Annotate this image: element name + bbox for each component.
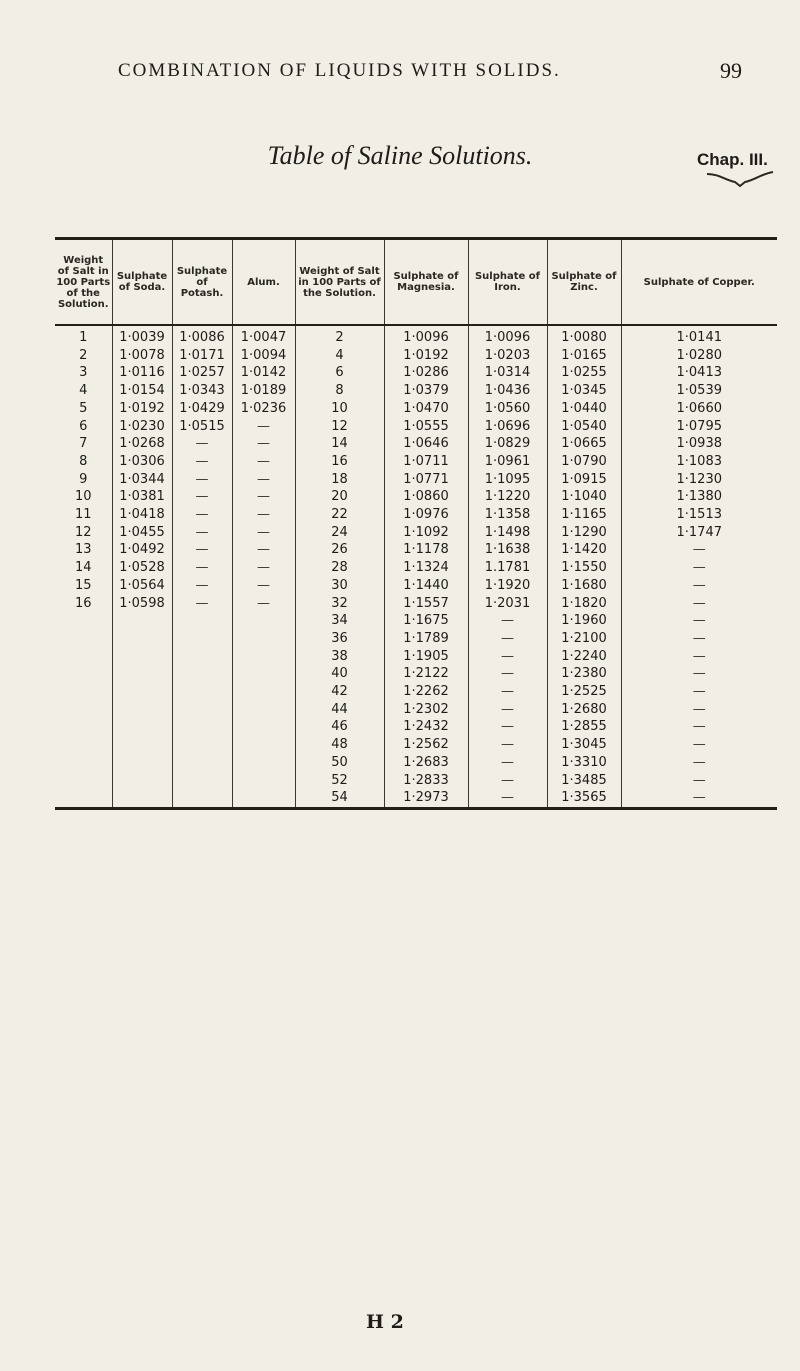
table-cell: 1·2380: [547, 665, 621, 683]
table-cell: 1·3045: [547, 736, 621, 754]
table-cell: —: [468, 630, 547, 648]
table-cell: 8: [295, 382, 384, 400]
table-cell: [55, 718, 112, 736]
table-cell: —: [621, 701, 777, 719]
table-cell: [172, 772, 232, 790]
table-header-row: [55, 239, 777, 326]
column-header: Sulphate of Copper.: [621, 239, 777, 326]
table-cell: [172, 683, 232, 701]
table-title: Table of Saline Solutions.: [267, 141, 533, 170]
table-cell: 12: [295, 418, 384, 436]
table-row: [55, 630, 777, 648]
table-row: [55, 382, 777, 400]
table-cell: 1·1513: [621, 506, 777, 524]
table-cell: 5: [79, 400, 88, 416]
table-row: [55, 506, 777, 524]
table-cell: 1·0598: [112, 595, 172, 613]
table-cell: —: [468, 648, 547, 666]
table-row: [55, 435, 777, 453]
table-cell: —: [232, 471, 295, 489]
table-cell: 1·1960: [547, 612, 621, 630]
table-cell: —: [172, 488, 232, 506]
table-cell: 26: [295, 541, 384, 559]
table-cell: 1·0344: [112, 471, 172, 489]
table-cell: [232, 630, 295, 648]
table-cell: [55, 754, 112, 772]
table-cell: 1·0829: [468, 435, 547, 453]
table-cell: 1·0141: [621, 325, 777, 347]
table-cell: 10: [295, 400, 384, 418]
table-cell: 1·1220: [468, 488, 547, 506]
table-row: [55, 541, 777, 559]
table-cell: —: [621, 665, 777, 683]
table-cell: 1·0306: [112, 453, 172, 471]
table-row: [55, 789, 777, 808]
table-cell: —: [172, 471, 232, 489]
table-cell: [232, 701, 295, 719]
table-row: [55, 665, 777, 683]
table-cell: 1·0116: [112, 364, 172, 382]
table-cell: 28: [295, 559, 384, 577]
table-row: [55, 612, 777, 630]
table-cell: 1·2562: [384, 736, 468, 754]
table-cell: [112, 736, 172, 754]
table-cell: 1·0314: [468, 364, 547, 382]
table-cell: [232, 736, 295, 754]
table-cell: 1·1557: [384, 595, 468, 613]
table-cell: 1·1680: [547, 577, 621, 595]
table-cell: [232, 718, 295, 736]
table-cell: —: [172, 595, 232, 613]
table-cell: [172, 718, 232, 736]
table-cell: 16: [74, 595, 92, 611]
table-cell: —: [172, 559, 232, 577]
table-cell: 1·1747: [621, 524, 777, 542]
table-cell: —: [468, 736, 547, 754]
table-cell: 1·0345: [547, 382, 621, 400]
table-cell: [232, 612, 295, 630]
table-row: [55, 701, 777, 719]
table-cell: 1·1040: [547, 488, 621, 506]
table-cell: [112, 630, 172, 648]
table-cell: —: [621, 736, 777, 754]
table-cell: 44: [295, 701, 384, 719]
table-cell: —: [621, 595, 777, 613]
column-header: Sulphate of Soda.: [112, 239, 172, 326]
table-cell: 1·0455: [112, 524, 172, 542]
table-cell: 1·1550: [547, 559, 621, 577]
table-cell: 40: [295, 665, 384, 683]
table-cell: —: [621, 630, 777, 648]
table-cell: 1·0192: [384, 347, 468, 365]
table-cell: 1·1083: [621, 453, 777, 471]
table-cell: [172, 754, 232, 772]
table-cell: 1·0660: [621, 400, 777, 418]
column-header: Sulphate of Iron.: [468, 239, 547, 326]
table-row: [55, 559, 777, 577]
table-cell: —: [232, 435, 295, 453]
column-header: Sulphate of Magnesia.: [384, 239, 468, 326]
table-cell: [55, 736, 112, 754]
table-row: [55, 718, 777, 736]
table-cell: 42: [295, 683, 384, 701]
table-cell: —: [172, 435, 232, 453]
table-cell: 1.1781: [468, 559, 547, 577]
table-cell: 34: [295, 612, 384, 630]
table-cell: 22: [295, 506, 384, 524]
table-cell: [55, 665, 112, 683]
table-cell: 48: [295, 736, 384, 754]
table-cell: 1·3485: [547, 772, 621, 790]
table-cell: 1·1358: [468, 506, 547, 524]
table-cell: 1·2122: [384, 665, 468, 683]
table-cell: 1·2240: [547, 648, 621, 666]
table-cell: 1·0696: [468, 418, 547, 436]
table-row: [55, 736, 777, 754]
table-row: [55, 453, 777, 471]
table-cell: —: [172, 506, 232, 524]
table-cell: 11: [74, 507, 92, 523]
table-cell: [172, 612, 232, 630]
chapter-label: Chap. III.: [697, 150, 768, 169]
table-cell: 1·1675: [384, 612, 468, 630]
table-row: [55, 488, 777, 506]
table-cell: 1·1095: [468, 471, 547, 489]
chapter-flourish-ornament: [705, 170, 775, 188]
saline-solutions-table-container: [55, 237, 777, 810]
table-cell: 1·3310: [547, 754, 621, 772]
table-cell: [172, 701, 232, 719]
table-cell: 1·0142: [232, 364, 295, 382]
table-cell: 1·0280: [621, 347, 777, 365]
table-cell: 1·2302: [384, 701, 468, 719]
table-cell: —: [621, 789, 777, 808]
table-cell: 6: [295, 364, 384, 382]
table-cell: —: [232, 595, 295, 613]
table-cell: 1·0413: [621, 364, 777, 382]
column-header: Weight of Salt in 100 Parts of the Solution.: [295, 239, 384, 326]
table-cell: 9: [79, 471, 88, 487]
running-title: COMBINATION OF LIQUIDS WITH SOLIDS.: [118, 60, 561, 81]
table-body: [55, 325, 777, 808]
table-cell: [172, 736, 232, 754]
table-row: [55, 400, 777, 418]
table-cell: —: [232, 524, 295, 542]
table-cell: 1·2973: [384, 789, 468, 808]
table-cell: 1·0165: [547, 347, 621, 365]
table-cell: 1·0976: [384, 506, 468, 524]
table-cell: 1·0915: [547, 471, 621, 489]
table-cell: [112, 772, 172, 790]
table-cell: 1·0555: [384, 418, 468, 436]
table-cell: [232, 648, 295, 666]
table-cell: 1·1789: [384, 630, 468, 648]
table-cell: 1·0189: [232, 382, 295, 400]
table-cell: 2: [295, 325, 384, 347]
table-cell: 1·0528: [112, 559, 172, 577]
table-cell: 1·1905: [384, 648, 468, 666]
column-header: Alum.: [232, 239, 295, 326]
table-cell: 1·0230: [112, 418, 172, 436]
table-cell: 36: [295, 630, 384, 648]
table-cell: 1·1420: [547, 541, 621, 559]
table-cell: [112, 612, 172, 630]
table-cell: [112, 665, 172, 683]
table-cell: 1·0440: [547, 400, 621, 418]
signature-mark: H 2: [366, 1311, 404, 1333]
table-cell: —: [468, 789, 547, 808]
table-cell: 1·0860: [384, 488, 468, 506]
table-cell: [172, 630, 232, 648]
table-cell: —: [468, 772, 547, 790]
table-cell: —: [172, 453, 232, 471]
table-cell: —: [232, 559, 295, 577]
column-header: Weight of Salt in 100 Parts of the Solution.: [55, 239, 112, 326]
table-cell: [232, 683, 295, 701]
table-cell: 1·1498: [468, 524, 547, 542]
table-cell: —: [232, 453, 295, 471]
table-cell: [112, 648, 172, 666]
table-cell: 1·0540: [547, 418, 621, 436]
table-cell: 1·0961: [468, 453, 547, 471]
table-cell: [232, 665, 295, 683]
table-cell: 1·2031: [468, 595, 547, 613]
table-cell: 1·0492: [112, 541, 172, 559]
table-cell: —: [468, 665, 547, 683]
table-cell: 1·2833: [384, 772, 468, 790]
table-cell: [55, 683, 112, 701]
table-cell: 1·0665: [547, 435, 621, 453]
table-cell: 1·1178: [384, 541, 468, 559]
table-cell: 1·0078: [112, 347, 172, 365]
table-cell: 1·2855: [547, 718, 621, 736]
table-cell: 1·0771: [384, 471, 468, 489]
table-cell: 1·0154: [112, 382, 172, 400]
table-cell: [55, 772, 112, 790]
table-row: [55, 347, 777, 365]
table-cell: [55, 648, 112, 666]
table-cell: 1·0039: [112, 325, 172, 347]
table-cell: 1·1165: [547, 506, 621, 524]
table-cell: —: [468, 754, 547, 772]
table-cell: —: [172, 524, 232, 542]
table-cell: 1·0379: [384, 382, 468, 400]
table-cell: —: [621, 754, 777, 772]
table-cell: —: [468, 701, 547, 719]
table-cell: 14: [295, 435, 384, 453]
table-row: [55, 577, 777, 595]
table-cell: —: [172, 541, 232, 559]
table-cell: [112, 718, 172, 736]
table-cell: 1·0646: [384, 435, 468, 453]
table-cell: 1·0418: [112, 506, 172, 524]
table-cell: —: [232, 577, 295, 595]
table-cell: 1·0286: [384, 364, 468, 382]
table-cell: 1·0429: [172, 400, 232, 418]
table-cell: 1·2262: [384, 683, 468, 701]
table-cell: 1·1380: [621, 488, 777, 506]
table-row: [55, 772, 777, 790]
table-cell: 4: [79, 383, 88, 399]
table-row: [55, 364, 777, 382]
table-cell: —: [621, 772, 777, 790]
table-cell: 1·0096: [384, 325, 468, 347]
table-cell: —: [621, 612, 777, 630]
table-cell: [172, 648, 232, 666]
column-header: Sulphate of Zinc.: [547, 239, 621, 326]
table-cell: 1·0171: [172, 347, 232, 365]
table-cell: 52: [295, 772, 384, 790]
table-cell: 1·3565: [547, 789, 621, 808]
table-cell: 20: [295, 488, 384, 506]
table-cell: 32: [295, 595, 384, 613]
table-cell: 1·0255: [547, 364, 621, 382]
table-cell: 4: [295, 347, 384, 365]
table-cell: [232, 789, 295, 808]
table-cell: 1·2680: [547, 701, 621, 719]
table-cell: [55, 612, 112, 630]
table-cell: —: [232, 541, 295, 559]
table-row: [55, 471, 777, 489]
table-cell: 1·2683: [384, 754, 468, 772]
table-cell: 1: [79, 330, 88, 345]
table-row: [55, 325, 777, 347]
table-row: [55, 648, 777, 666]
table-cell: 1·0795: [621, 418, 777, 436]
table-cell: 7: [79, 436, 88, 452]
table-cell: —: [621, 541, 777, 559]
table-cell: 18: [295, 471, 384, 489]
table-cell: —: [232, 488, 295, 506]
table-cell: 1·0564: [112, 577, 172, 595]
table-row: [55, 754, 777, 772]
table-cell: —: [621, 718, 777, 736]
table-cell: 12: [74, 524, 92, 540]
table-cell: 1·1920: [468, 577, 547, 595]
table-cell: 14: [74, 560, 92, 576]
table-cell: —: [468, 612, 547, 630]
table-cell: 1·0470: [384, 400, 468, 418]
table-cell: 46: [295, 718, 384, 736]
table-cell: 54: [295, 789, 384, 808]
saline-solutions-table: [55, 237, 777, 810]
table-cell: [55, 701, 112, 719]
table-cell: —: [468, 683, 547, 701]
table-cell: —: [621, 559, 777, 577]
table-cell: 1·1820: [547, 595, 621, 613]
table-row: [55, 595, 777, 613]
table-cell: 1·0094: [232, 347, 295, 365]
table-cell: [112, 701, 172, 719]
table-cell: —: [232, 418, 295, 436]
table-cell: [112, 789, 172, 808]
table-cell: —: [621, 648, 777, 666]
table-cell: 1·0257: [172, 364, 232, 382]
table-row: [55, 418, 777, 436]
table-cell: 1·0047: [232, 325, 295, 347]
table-cell: [112, 754, 172, 772]
table-cell: —: [621, 577, 777, 595]
table-cell: 1·1440: [384, 577, 468, 595]
table-cell: [232, 754, 295, 772]
table-cell: 24: [295, 524, 384, 542]
table-cell: 1·0192: [112, 400, 172, 418]
table-cell: 1·0515: [172, 418, 232, 436]
column-header: Sulphate of Potash.: [172, 239, 232, 326]
table-cell: —: [621, 683, 777, 701]
table-cell: 1·1638: [468, 541, 547, 559]
table-cell: 1·0080: [547, 325, 621, 347]
table-cell: 15: [74, 577, 92, 593]
table-cell: 1·1324: [384, 559, 468, 577]
table-cell: [55, 630, 112, 648]
table-cell: 1·2100: [547, 630, 621, 648]
table-cell: 1·0236: [232, 400, 295, 418]
table-cell: 1·0938: [621, 435, 777, 453]
table-cell: 1·0436: [468, 382, 547, 400]
table-cell: 1·0268: [112, 435, 172, 453]
table-cell: 1·0539: [621, 382, 777, 400]
table-cell: 1·2432: [384, 718, 468, 736]
table-cell: 1·0711: [384, 453, 468, 471]
table-row: [55, 683, 777, 701]
table-cell: 1·1290: [547, 524, 621, 542]
table-cell: 1·0560: [468, 400, 547, 418]
table-cell: 1·0343: [172, 382, 232, 400]
table-cell: 1·0096: [468, 325, 547, 347]
table-cell: 13: [74, 542, 92, 558]
table-cell: 8: [79, 453, 88, 469]
table-cell: 1·0790: [547, 453, 621, 471]
table-cell: —: [232, 506, 295, 524]
table-cell: [172, 665, 232, 683]
table-cell: 3: [79, 365, 88, 381]
table-cell: 1·0381: [112, 488, 172, 506]
table-cell: 10: [74, 489, 92, 505]
table-cell: 1·1092: [384, 524, 468, 542]
table-cell: —: [468, 718, 547, 736]
table-cell: 1·0203: [468, 347, 547, 365]
table-cell: 16: [295, 453, 384, 471]
page-number: 99: [720, 58, 742, 83]
table-cell: 6: [79, 418, 88, 434]
table-row: [55, 524, 777, 542]
running-head: [0, 60, 800, 90]
table-cell: 30: [295, 577, 384, 595]
table-cell: [112, 683, 172, 701]
table-cell: [172, 789, 232, 808]
table-cell: 1·2525: [547, 683, 621, 701]
table-cell: [55, 789, 112, 808]
table-cell: 2: [79, 347, 88, 363]
table-cell: 38: [295, 648, 384, 666]
table-cell: 50: [295, 754, 384, 772]
table-cell: —: [172, 577, 232, 595]
table-cell: 1·0086: [172, 325, 232, 347]
table-cell: 1·1230: [621, 471, 777, 489]
table-cell: [232, 772, 295, 790]
